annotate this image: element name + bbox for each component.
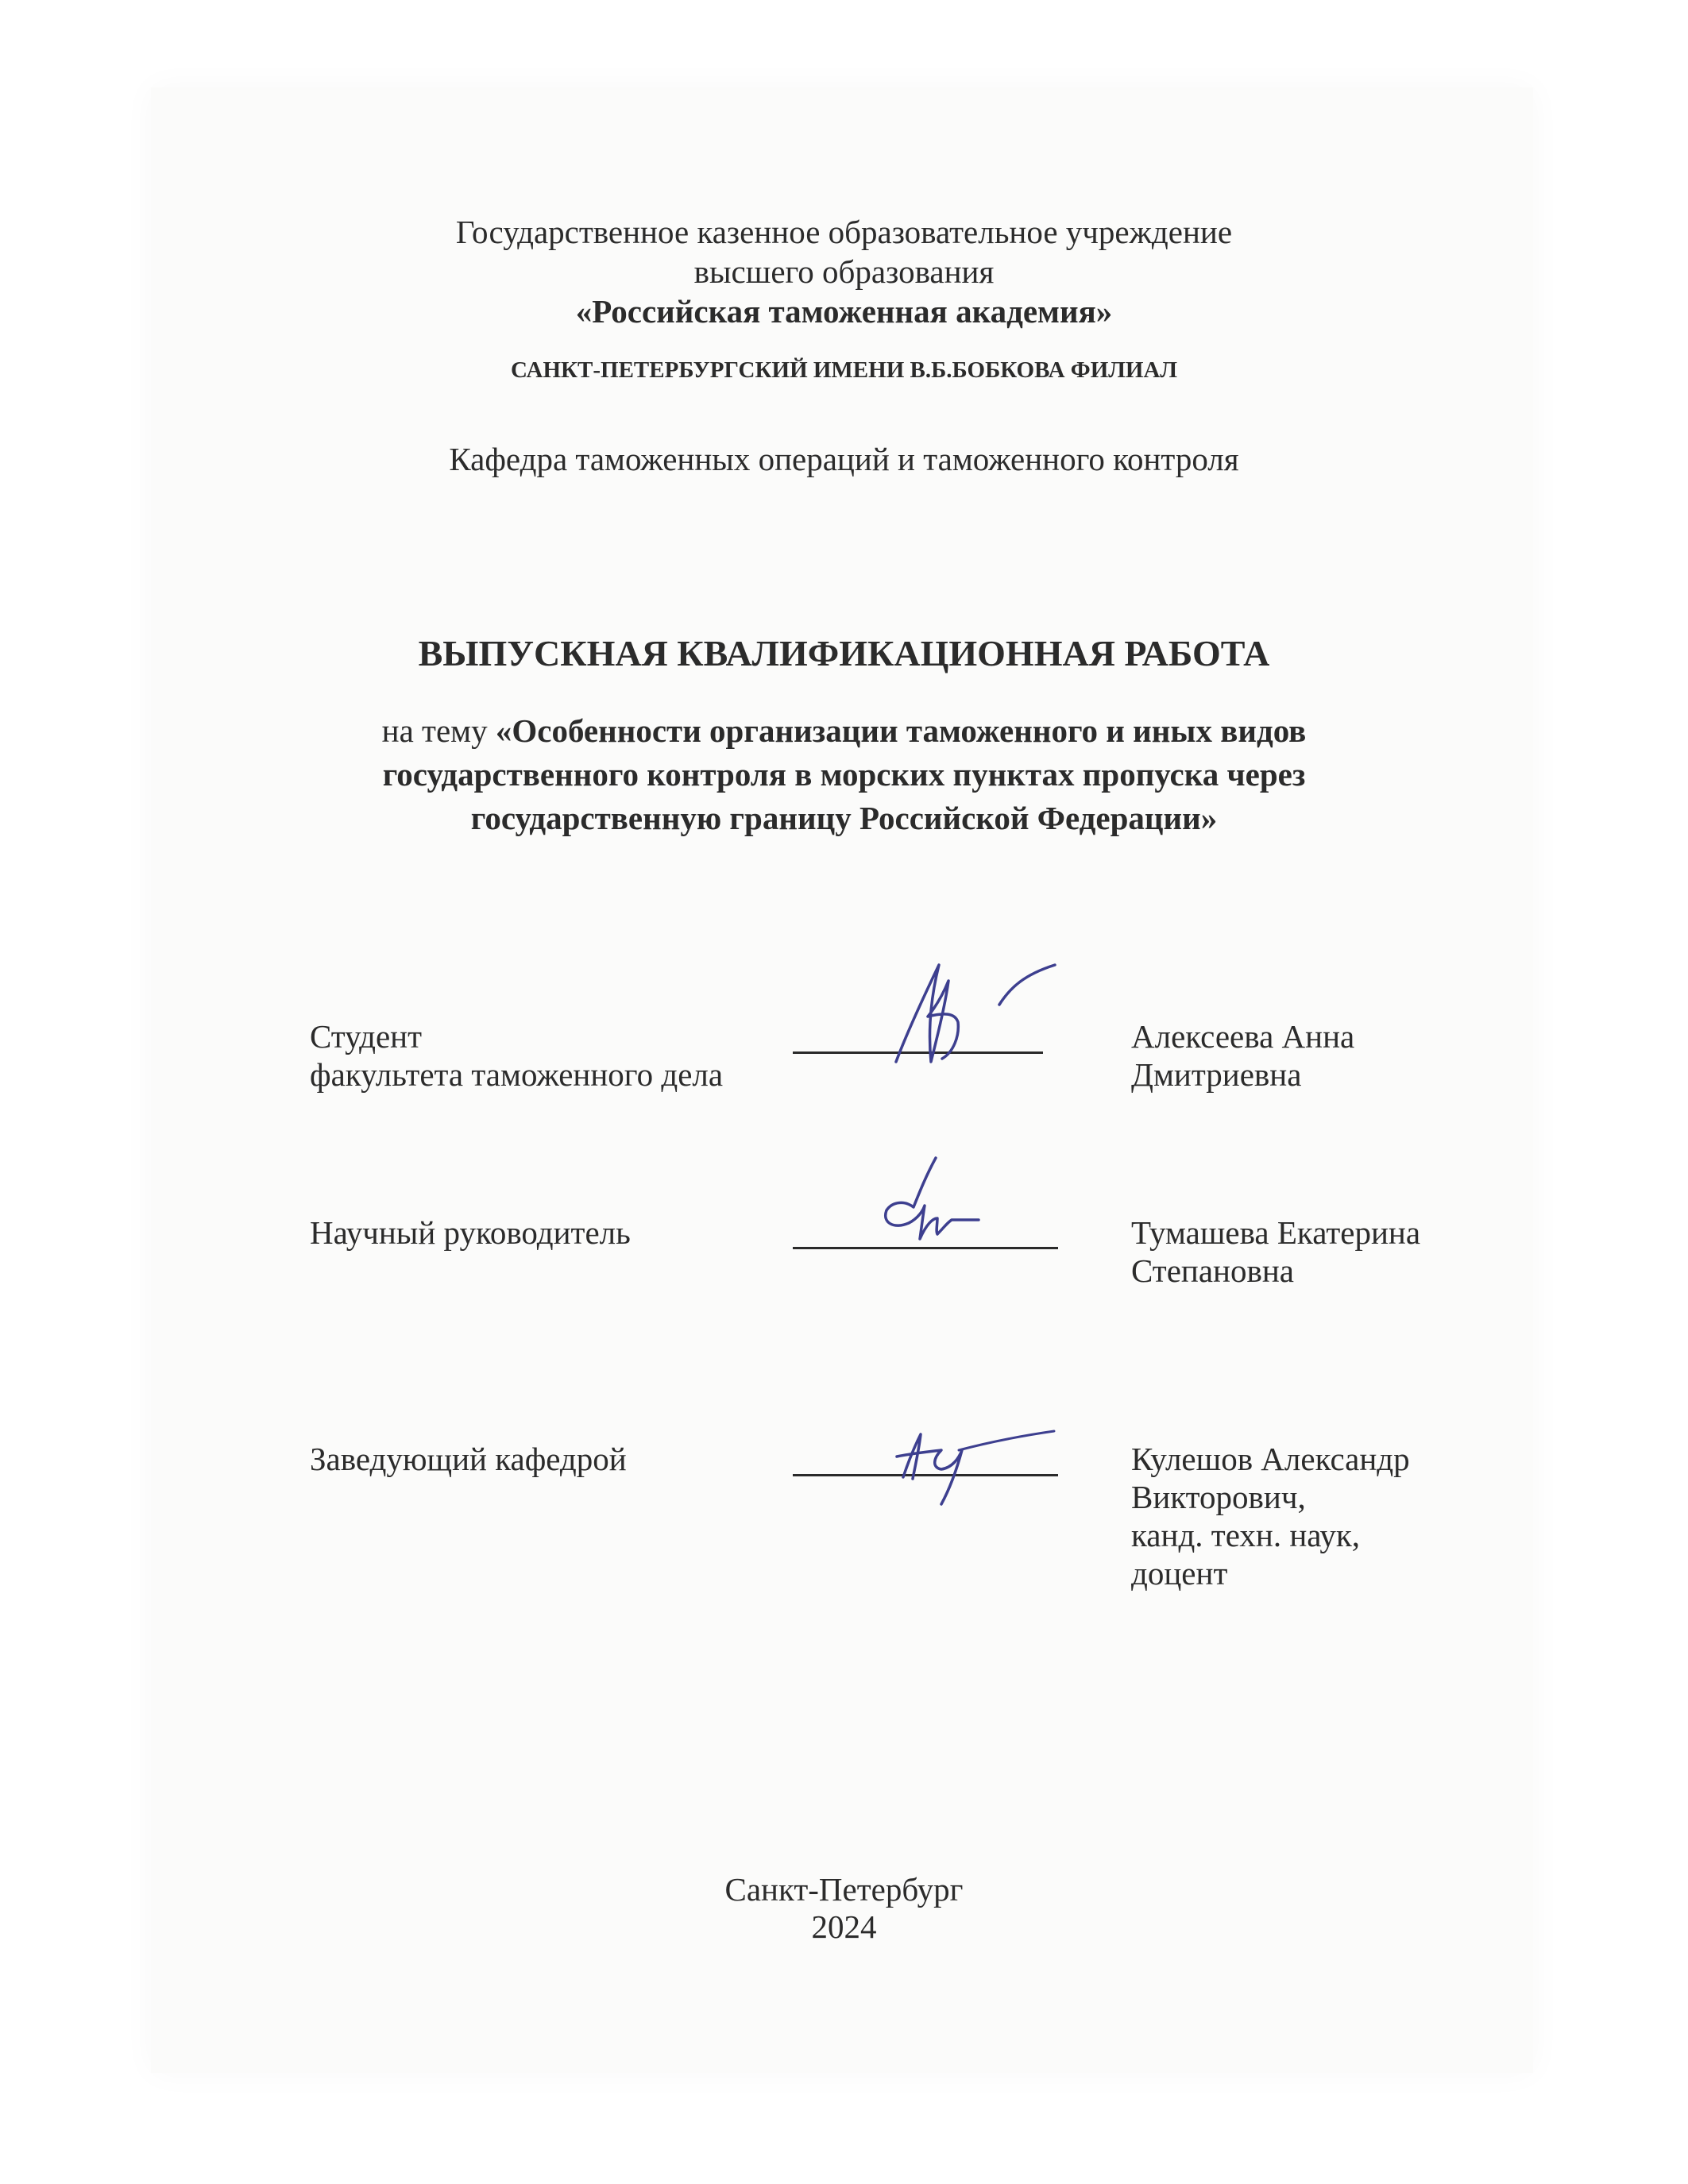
advisor-name	[1131, 1214, 1420, 1290]
institution-name: «Российская таможенная академия»	[575, 293, 1113, 330]
advisor-name-line-1: Тумашева Екатерина	[1131, 1214, 1421, 1251]
student-signature-icon	[882, 949, 1064, 1076]
department-name: Кафедра таможенных операций и таможенного контроля	[449, 441, 1239, 477]
head-name-line-3: канд. техн. наук,	[1131, 1517, 1361, 1553]
head-name-line-1: Кулешов Александр	[1131, 1441, 1410, 1477]
student-name-line-1: Алексеева Анна	[1131, 1018, 1355, 1055]
topic-line-2: государственного контроля в морских пунктах пропуска через	[382, 756, 1306, 793]
topic-text-1: «Особенности организации таможенного и иных видов	[495, 712, 1307, 749]
student-role-line-1: Студент	[310, 1018, 423, 1055]
institution-level: высшего образования	[693, 253, 995, 290]
advisor-name-line-2: Степановна	[1131, 1252, 1294, 1289]
year: 2024	[811, 1908, 877, 1945]
student-name	[1131, 1017, 1354, 1094]
institution-type: Государственное казенное образовательное учреждение	[455, 214, 1233, 250]
head-signature-icon	[886, 1415, 1060, 1511]
student-name-line-2: Дмитриевна	[1131, 1056, 1302, 1093]
head-role-line-1: Заведующий кафедрой	[310, 1441, 627, 1477]
head-role	[310, 1440, 627, 1478]
topic-prefix: на тему	[381, 712, 496, 749]
advisor-role-line-1: Научный руководитель	[310, 1214, 631, 1251]
city: Санкт-Петербург	[724, 1871, 964, 1908]
topic-line-3: государственную границу Российской Федерации»	[470, 800, 1218, 836]
head-name-line-4: доцент	[1131, 1555, 1228, 1592]
head-name-line-2: Викторович,	[1131, 1479, 1306, 1515]
branch-name: САНКТ-ПЕТЕРБУРГСКИЙ ИМЕНИ В.Б.БОБКОВА ФИЛИАЛ	[511, 357, 1177, 383]
advisor-role	[310, 1214, 631, 1252]
student-role	[310, 1017, 723, 1094]
student-role-line-2: факультета таможенного дела	[310, 1056, 724, 1093]
advisor-signature-icon	[874, 1152, 993, 1263]
topic-line-1	[0, 712, 1688, 749]
head-name	[1131, 1440, 1410, 1592]
work-type-title: ВЫПУСКНАЯ КВАЛИФИКАЦИОННАЯ РАБОТА	[418, 633, 1270, 673]
